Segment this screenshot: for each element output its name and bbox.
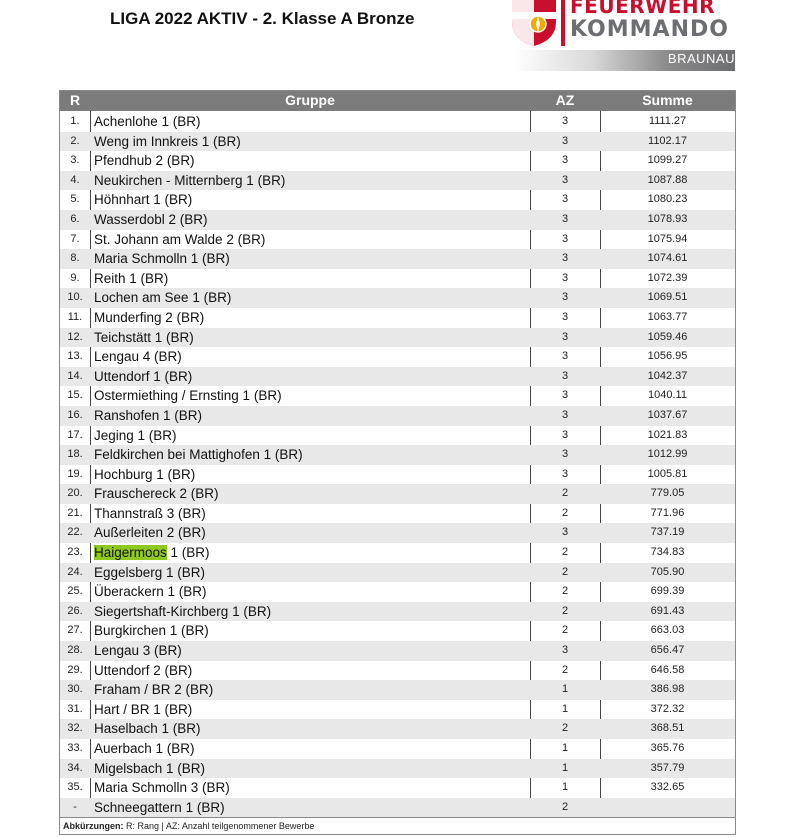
rank-cell: 2. bbox=[70, 134, 80, 147]
az-cell: 1 bbox=[561, 683, 569, 696]
group-cell: Ranshofen 1 (BR) bbox=[94, 407, 203, 423]
rank-cell: 16. bbox=[67, 408, 83, 421]
rank-cell: 21. bbox=[67, 506, 83, 519]
group-cell: Uttendorf 2 (BR) bbox=[94, 662, 193, 678]
sum-cell: 1059.46 bbox=[647, 330, 688, 343]
az-cell: 3 bbox=[561, 173, 569, 186]
rank-cell: 34. bbox=[67, 761, 83, 774]
group-cell: Pfendhub 2 (BR) bbox=[94, 153, 195, 169]
rank-cell: 13. bbox=[67, 350, 83, 363]
rank-cell: 9. bbox=[70, 271, 80, 284]
az-cell: 3 bbox=[561, 448, 569, 461]
table-row bbox=[60, 582, 735, 602]
az-cell: 3 bbox=[561, 134, 569, 147]
feuerwehr-logo bbox=[490, 0, 738, 72]
az-cell: 1 bbox=[561, 781, 569, 794]
table-header bbox=[60, 91, 735, 111]
az-cell: 3 bbox=[561, 154, 569, 167]
az-cell: 3 bbox=[561, 350, 569, 363]
header-sum: Summe bbox=[642, 92, 693, 108]
rank-cell: 33. bbox=[67, 742, 83, 754]
group-cell: Reith 1 (BR) bbox=[94, 270, 169, 286]
group-cell: Lengau 3 (BR) bbox=[94, 643, 182, 659]
table-row bbox=[60, 778, 735, 798]
az-cell: 3 bbox=[561, 644, 569, 657]
sum-cell: 1056.95 bbox=[647, 350, 688, 363]
az-cell: 2 bbox=[561, 565, 569, 578]
table-row bbox=[60, 719, 735, 739]
sum-cell: 1042.37 bbox=[647, 369, 688, 382]
group-cell: Teichstätt 1 (BR) bbox=[94, 329, 194, 345]
group-cell: Uttendorf 1 (BR) bbox=[94, 368, 193, 384]
logo-line-2: KOMMANDO bbox=[570, 17, 729, 42]
az-cell: 3 bbox=[561, 408, 569, 421]
group-cell: Lengau 4 (BR) bbox=[94, 349, 182, 365]
az-cell: 3 bbox=[561, 212, 569, 225]
az-cell: 3 bbox=[561, 271, 569, 284]
rank-cell: 19. bbox=[67, 467, 83, 480]
group-cell: Haselbach 1 (BR) bbox=[94, 721, 201, 737]
group-cell: Munderfing 2 (BR) bbox=[94, 309, 205, 325]
rank-cell: 14. bbox=[67, 369, 83, 382]
group-cell: Weng im Innkreis 1 (BR) bbox=[94, 133, 241, 149]
sum-cell: 691.43 bbox=[650, 604, 685, 617]
group-cell: Lochen am See 1 (BR) bbox=[94, 290, 232, 306]
sum-cell: 705.90 bbox=[650, 565, 685, 578]
table-row bbox=[60, 249, 735, 269]
abbreviations-note bbox=[60, 817, 735, 834]
table-row bbox=[60, 759, 735, 779]
group-cell: Maria Schmolln 1 (BR) bbox=[94, 251, 230, 267]
table-row bbox=[60, 367, 735, 387]
az-cell: 2 bbox=[561, 663, 569, 676]
rank-cell: 29. bbox=[67, 663, 83, 676]
table-row bbox=[60, 132, 735, 152]
table-row bbox=[60, 386, 735, 406]
rank-cell: 17. bbox=[67, 428, 83, 441]
table-row bbox=[60, 210, 735, 230]
rank-cell: 1. bbox=[70, 115, 80, 127]
az-cell: 2 bbox=[561, 624, 569, 637]
az-cell: 2 bbox=[561, 506, 569, 519]
table-row bbox=[60, 465, 735, 485]
logo-line-3: BRAUNAU bbox=[667, 51, 735, 66]
sum-cell: 1005.81 bbox=[647, 467, 688, 480]
abbreviations-label: Abkürzungen: bbox=[63, 821, 124, 831]
az-cell: 2 bbox=[561, 546, 569, 559]
table-row bbox=[60, 621, 735, 641]
sum-cell: 1040.11 bbox=[648, 389, 687, 402]
table-row bbox=[60, 563, 735, 583]
group-cell: Burgkirchen 1 (BR) bbox=[94, 623, 209, 639]
rank-cell: 12. bbox=[67, 330, 83, 343]
sum-cell: 663.03 bbox=[650, 624, 685, 637]
rank-cell: 22. bbox=[67, 526, 83, 539]
rank-cell: 31. bbox=[67, 702, 83, 715]
sum-cell: 386.98 bbox=[650, 683, 685, 696]
header-az: AZ bbox=[555, 92, 575, 108]
rank-cell: 30. bbox=[67, 683, 83, 696]
table-row bbox=[60, 112, 735, 132]
az-cell: 2 bbox=[561, 800, 569, 813]
sum-cell: 1063.77 bbox=[647, 310, 688, 323]
sum-cell: 737.19 bbox=[650, 526, 685, 539]
az-cell: 3 bbox=[561, 428, 569, 441]
sum-cell: 1072.39 bbox=[647, 271, 688, 284]
group-name-rest: 1 (BR) bbox=[166, 545, 210, 561]
az-cell: 2 bbox=[561, 487, 569, 500]
table-row bbox=[60, 523, 735, 543]
sum-cell: 1075.94 bbox=[647, 232, 688, 245]
rank-cell: 5. bbox=[70, 193, 80, 206]
table-row bbox=[60, 171, 735, 191]
rank-cell: 7. bbox=[70, 232, 80, 245]
az-cell: 1 bbox=[561, 702, 569, 715]
az-cell: 2 bbox=[561, 585, 569, 598]
az-cell: 3 bbox=[561, 115, 569, 127]
table-row bbox=[60, 739, 735, 759]
sum-cell: 372.32 bbox=[650, 702, 685, 715]
az-cell: 3 bbox=[561, 330, 569, 343]
group-cell: Jeging 1 (BR) bbox=[94, 427, 177, 443]
table-row bbox=[60, 504, 735, 524]
sum-cell: 771.96 bbox=[650, 506, 685, 519]
rank-cell: 15. bbox=[67, 389, 83, 402]
rank-cell: 8. bbox=[70, 252, 80, 265]
group-cell: Eggelsberg 1 (BR) bbox=[94, 564, 206, 580]
az-cell: 3 bbox=[561, 291, 569, 304]
rank-cell: 25. bbox=[67, 585, 83, 598]
table-row bbox=[60, 680, 735, 700]
group-cell: Achenlohe 1 (BR) bbox=[94, 114, 201, 129]
rank-cell: - bbox=[73, 800, 77, 813]
table-row bbox=[60, 190, 735, 210]
az-cell: 3 bbox=[561, 389, 569, 402]
group-cell: Überackern 1 (BR) bbox=[94, 584, 207, 600]
group-cell bbox=[94, 543, 210, 563]
header-group: Gruppe bbox=[285, 92, 335, 108]
rank-cell: 28. bbox=[67, 644, 83, 657]
rank-cell: 11. bbox=[67, 310, 83, 323]
sum-cell: 1069.51 bbox=[647, 291, 688, 304]
sum-cell: 1074.61 bbox=[647, 252, 688, 265]
az-cell: 3 bbox=[561, 369, 569, 382]
az-cell: 3 bbox=[561, 467, 569, 480]
sum-cell: 1012.99 bbox=[647, 448, 688, 461]
abbreviations-text: R: Rang | AZ: Anzahl teilgenommener Bewerbe bbox=[123, 821, 315, 831]
az-cell: 2 bbox=[561, 722, 569, 735]
sum-cell: 1037.67 bbox=[647, 408, 688, 421]
group-cell: Migelsbach 1 (BR) bbox=[94, 760, 206, 776]
rank-cell: 35. bbox=[67, 781, 83, 794]
table-row bbox=[60, 602, 735, 622]
rank-cell: 20. bbox=[67, 487, 83, 500]
table-row bbox=[60, 347, 735, 367]
table-row bbox=[60, 484, 735, 504]
az-cell: 3 bbox=[561, 526, 569, 539]
table-row bbox=[60, 445, 735, 465]
group-cell: Schneegattern 1 (BR) bbox=[94, 799, 225, 815]
table-row bbox=[60, 269, 735, 289]
highlighted-text: Haigermoos bbox=[94, 545, 167, 561]
table-row bbox=[60, 230, 735, 250]
sum-cell: 1111.27 bbox=[648, 115, 687, 127]
table-body bbox=[60, 112, 735, 817]
logo-divider bbox=[561, 0, 565, 46]
group-cell: Feldkirchen bei Mattighofen 1 (BR) bbox=[94, 447, 303, 463]
table-row bbox=[60, 426, 735, 446]
sum-cell: 1078.93 bbox=[647, 212, 688, 225]
table-row bbox=[60, 661, 735, 681]
table-row bbox=[60, 328, 735, 348]
sum-cell: 646.58 bbox=[650, 663, 685, 676]
sum-cell: 357.79 bbox=[650, 761, 685, 774]
az-cell: 3 bbox=[561, 193, 569, 206]
table-row bbox=[60, 700, 735, 720]
az-cell: 3 bbox=[561, 252, 569, 265]
az-cell: 2 bbox=[561, 604, 569, 617]
rank-cell: 26. bbox=[67, 604, 83, 617]
sum-cell: 1087.88 bbox=[647, 173, 688, 186]
az-cell: 1 bbox=[561, 742, 569, 754]
group-cell: Fraham / BR 2 (BR) bbox=[94, 682, 214, 698]
rank-cell: 23. bbox=[67, 546, 83, 559]
sum-cell: 734.83 bbox=[650, 546, 685, 559]
az-cell: 3 bbox=[561, 310, 569, 323]
group-cell: Neukirchen - Mitternberg 1 (BR) bbox=[94, 172, 286, 188]
group-cell: Hochburg 1 (BR) bbox=[94, 466, 196, 482]
sum-cell: 1102.17 bbox=[648, 134, 687, 147]
sum-cell: 1080.23 bbox=[647, 193, 688, 206]
sum-cell: 1021.83 bbox=[647, 428, 688, 441]
group-cell: Frauschereck 2 (BR) bbox=[94, 486, 219, 502]
az-cell: 1 bbox=[561, 761, 569, 774]
sum-cell: 779.05 bbox=[650, 487, 685, 500]
rank-cell: 4. bbox=[70, 173, 80, 186]
group-cell: Ostermiething / Ernsting 1 (BR) bbox=[94, 388, 282, 404]
sum-cell: 1099.27 bbox=[647, 154, 688, 167]
table-row bbox=[60, 798, 735, 818]
table-row bbox=[60, 543, 735, 563]
crest-icon bbox=[508, 0, 560, 46]
group-cell: Hart / BR 1 (BR) bbox=[94, 701, 193, 717]
group-cell: Höhnhart 1 (BR) bbox=[94, 192, 193, 208]
sum-cell: 656.47 bbox=[650, 644, 685, 657]
rank-cell: 32. bbox=[67, 722, 83, 735]
table-row bbox=[60, 151, 735, 171]
rank-cell: 10. bbox=[67, 291, 83, 304]
results-table bbox=[59, 90, 736, 835]
group-cell: Wasserdobl 2 (BR) bbox=[94, 211, 208, 227]
rank-cell: 18. bbox=[67, 448, 83, 461]
az-cell: 3 bbox=[561, 232, 569, 245]
sum-cell: 332.65 bbox=[650, 781, 685, 794]
rank-cell: 24. bbox=[67, 565, 83, 578]
table-row bbox=[60, 406, 735, 426]
rank-cell: 3. bbox=[70, 154, 80, 167]
group-cell: St. Johann am Walde 2 (BR) bbox=[94, 231, 266, 247]
table-row bbox=[60, 641, 735, 661]
sum-cell: 368.51 bbox=[650, 722, 685, 735]
group-cell: Auerbach 1 (BR) bbox=[94, 741, 195, 756]
rank-cell: 6. bbox=[70, 212, 80, 225]
rank-cell: 27. bbox=[67, 624, 83, 637]
table-row bbox=[60, 288, 735, 308]
page-title: LIGA 2022 AKTIV - 2. Klasse A Bronze bbox=[110, 9, 415, 28]
sum-cell: 365.76 bbox=[650, 742, 685, 754]
logo-line-1: FEUERWEHR bbox=[570, 0, 715, 18]
table-row bbox=[60, 308, 735, 328]
group-cell: Maria Schmolln 3 (BR) bbox=[94, 780, 230, 796]
group-cell: Thannstraß 3 (BR) bbox=[94, 505, 206, 521]
group-cell: Außerleiten 2 (BR) bbox=[94, 525, 206, 541]
group-cell: Siegertshaft-Kirchberg 1 (BR) bbox=[94, 603, 272, 619]
sum-cell: 699.39 bbox=[650, 585, 685, 598]
header-rank: R bbox=[69, 92, 81, 108]
